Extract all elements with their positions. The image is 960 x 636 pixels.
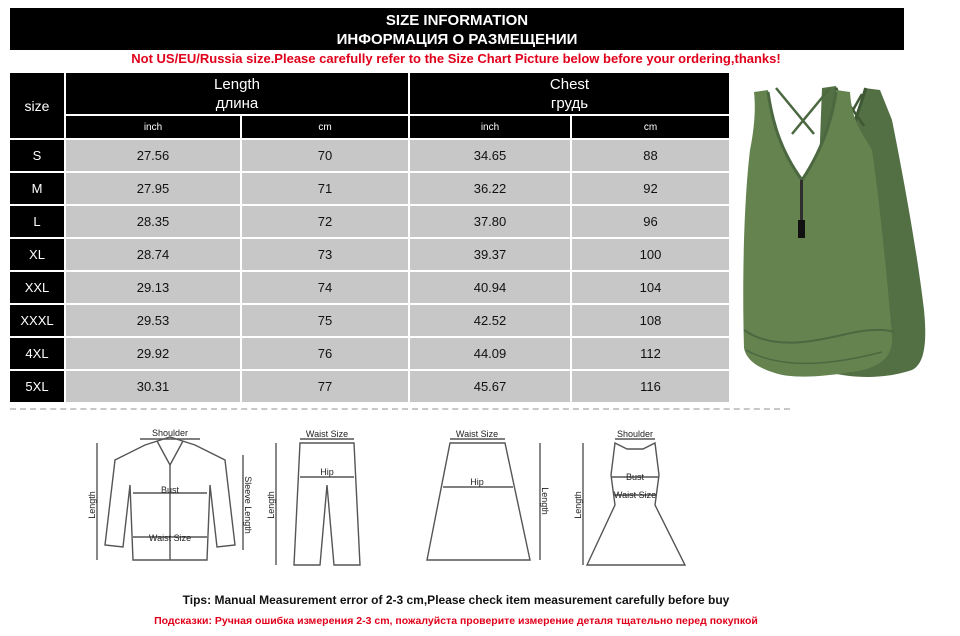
- measurement-cell: 75: [242, 305, 408, 336]
- title-banner: [10, 8, 904, 50]
- chest-header-en: Chest: [549, 75, 590, 93]
- measurement-cell: 40.94: [410, 272, 570, 303]
- title-english: SIZE INFORMATION: [385, 12, 529, 29]
- measurement-cell: 71: [242, 173, 408, 204]
- chest-header: [410, 73, 729, 114]
- size-label-cell: L: [10, 206, 64, 237]
- dress-bust-label: Bust: [625, 472, 645, 482]
- unit-header-length-cm: cm: [242, 116, 408, 138]
- size-label-cell: 5XL: [10, 371, 64, 402]
- shirt-measurement-diagram: [85, 425, 255, 575]
- size-label-cell: M: [10, 173, 64, 204]
- dress-measurement-diagram: [575, 425, 695, 575]
- measurement-cell: 96: [572, 206, 729, 237]
- measurement-cell: 28.35: [66, 206, 240, 237]
- measurement-cell: 29.92: [66, 338, 240, 369]
- size-label-cell: XXL: [10, 272, 64, 303]
- tips-text: Manual Measurement error of 2-3 cm,Please check item measurement carefully before buy: [214, 593, 730, 607]
- dress-length-label: Length: [573, 491, 583, 519]
- measurement-cell: 108: [572, 305, 729, 336]
- measurement-cell: 27.56: [66, 140, 240, 171]
- measurement-cell: 73: [242, 239, 408, 270]
- unit-header-length-inch: inch: [66, 116, 240, 138]
- measurement-cell: 116: [572, 371, 729, 402]
- measurement-cell: 88: [572, 140, 729, 171]
- measurement-cell: 29.13: [66, 272, 240, 303]
- measurement-cell: 29.53: [66, 305, 240, 336]
- measurement-cell: 74: [242, 272, 408, 303]
- measurement-cell: 45.67: [410, 371, 570, 402]
- unit-header-chest-cm: cm: [572, 116, 729, 138]
- size-column-header: size: [10, 73, 64, 138]
- section-divider: [10, 408, 790, 410]
- pants-length-label: Length: [266, 491, 276, 519]
- size-label-cell: XL: [10, 239, 64, 270]
- measurement-cell: 30.31: [66, 371, 240, 402]
- measurement-cell: 70: [242, 140, 408, 171]
- shirt-sleeve-label: Sleeve Length: [243, 476, 253, 534]
- measurement-cell: 77: [242, 371, 408, 402]
- measurement-cell: 36.22: [410, 173, 570, 204]
- tips-russian: Подсказки: Ручная ошибка измерения 2-3 cm, пожалуйста проверите измерение деталя тщательно перед покупкой: [154, 615, 758, 627]
- measurement-cell: 92: [572, 173, 729, 204]
- chest-header-ru: грудь: [550, 94, 589, 112]
- measurement-cell: 104: [572, 272, 729, 303]
- dress-waist-label: Waist Size: [613, 490, 657, 500]
- measurement-cell: 27.95: [66, 173, 240, 204]
- size-label-cell: 4XL: [10, 338, 64, 369]
- measurement-cell: 28.74: [66, 239, 240, 270]
- tips-label: Tips:: [182, 593, 212, 607]
- skirt-measurement-diagram: [415, 425, 555, 575]
- dress-shoulder-label: Shoulder: [616, 429, 654, 439]
- skirt-waist-label: Waist Size: [455, 429, 499, 439]
- measurement-cell: 112: [572, 338, 729, 369]
- shirt-shoulder-label: Shoulder: [151, 428, 189, 438]
- measurement-cell: 34.65: [410, 140, 570, 171]
- green-tank-top-photo: [732, 80, 954, 392]
- skirt-hip-label: Hip: [470, 477, 484, 487]
- measurement-cell: 39.37: [410, 239, 570, 270]
- unit-header-chest-inch: inch: [410, 116, 570, 138]
- skirt-length-label: Length: [540, 487, 550, 515]
- pants-measurement-diagram: [262, 425, 382, 575]
- measurement-cell: 44.09: [410, 338, 570, 369]
- tips-english: [0, 593, 912, 607]
- shirt-waist-label: Waist Size: [148, 533, 192, 543]
- title-russian: ИНФОРМАЦИЯ О РАЗМЕЩЕНИИ: [336, 31, 578, 48]
- size-label-cell: XXXL: [10, 305, 64, 336]
- measurement-cell: 76: [242, 338, 408, 369]
- size-notice: Not US/EU/Russia size.Please carefully refer to the Size Chart Picture below before your ordering,thanks!: [131, 51, 781, 66]
- length-header-en: Length: [214, 75, 260, 93]
- size-label-cell: S: [10, 140, 64, 171]
- measurement-cell: 37.80: [410, 206, 570, 237]
- shirt-length-label: Length: [87, 491, 97, 519]
- measurement-cell: 42.52: [410, 305, 570, 336]
- pants-hip-label: Hip: [320, 467, 334, 477]
- shirt-bust-label: Bust: [160, 485, 180, 495]
- length-header: [66, 73, 408, 114]
- pants-waist-label: Waist Size: [305, 429, 349, 439]
- measurement-cell: 100: [572, 239, 729, 270]
- measurement-cell: 72: [242, 206, 408, 237]
- length-header-ru: длина: [215, 94, 259, 112]
